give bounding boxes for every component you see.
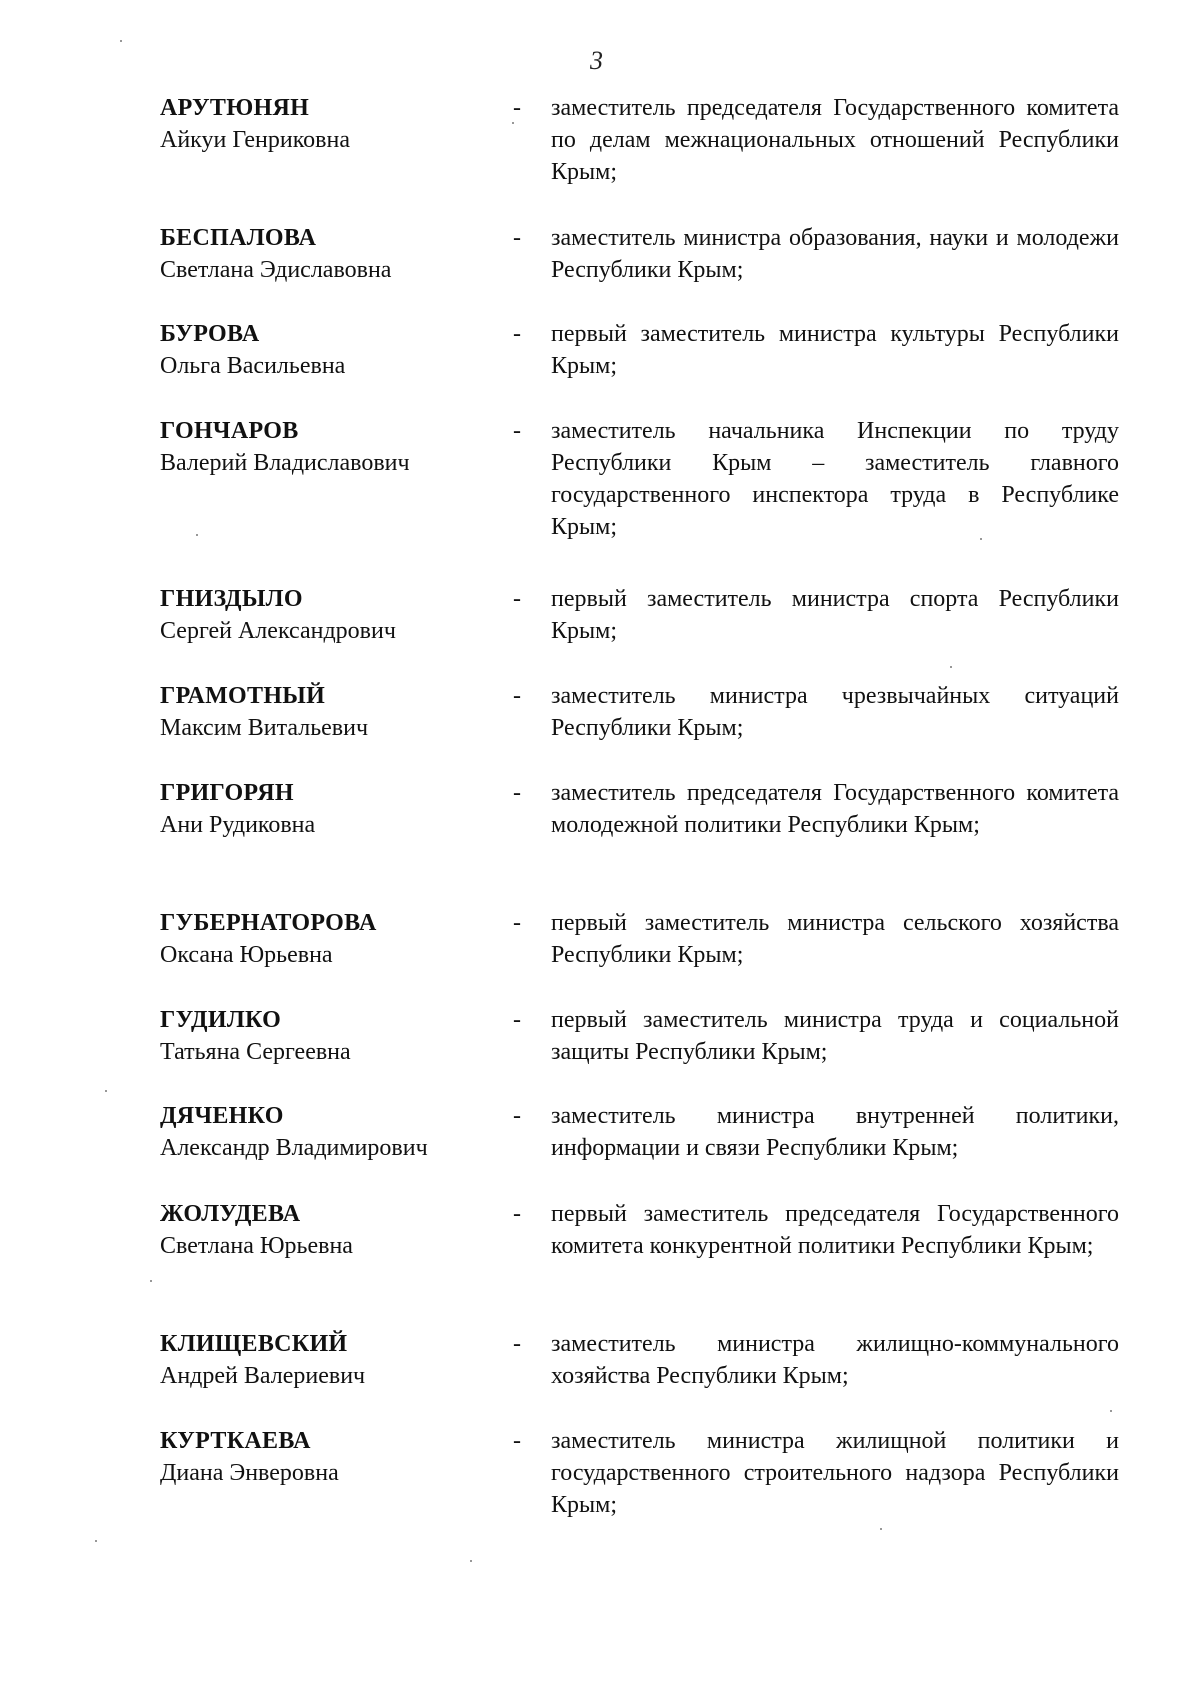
job-position: заместитель председателя Государственного комитета по делам межнациональных отношений Республики Крым; (551, 95, 1119, 185)
job-position: первый заместитель министра спорта Республики Крым; (551, 586, 1119, 644)
separator-dash: - (513, 1007, 521, 1033)
separator-dash: - (513, 683, 521, 709)
separator-dash: - (513, 1428, 521, 1454)
given-name: Татьяна Сергеевна (160, 1039, 351, 1065)
separator-dash: - (513, 225, 521, 251)
person-name (160, 1004, 490, 1068)
scan-speck (150, 1280, 152, 1282)
scan-speck (980, 538, 982, 540)
separator-dash: - (513, 910, 521, 936)
job-position: заместитель министра жилищно-коммунального хозяйства Республики Крым; (551, 1331, 1119, 1389)
person-name (160, 222, 490, 286)
surname: КУРТКАЕВА (160, 1428, 311, 1454)
person-name (160, 92, 490, 156)
separator-dash: - (513, 1103, 521, 1129)
given-name: Сергей Александрович (160, 618, 396, 644)
person-name (160, 583, 490, 647)
surname: БЕСПАЛОВА (160, 225, 317, 251)
scan-speck (120, 40, 122, 42)
surname: КЛИЩЕВСКИЙ (160, 1331, 348, 1357)
surname: БУРОВА (160, 321, 260, 347)
surname: ГНИЗДЫЛО (160, 586, 303, 612)
person-name (160, 1198, 490, 1262)
separator-dash: - (513, 95, 521, 121)
given-name: Айкуи Генриковна (160, 127, 350, 153)
job-position: первый заместитель министра культуры Республики Крым; (551, 321, 1119, 379)
given-name: Светлана Юрьевна (160, 1233, 353, 1259)
job-position: заместитель министра образования, науки и молодежи Республики Крым; (551, 225, 1119, 283)
job-position: заместитель председателя Государственного комитета молодежной политики Республики Крым; (551, 780, 1119, 838)
surname: ЖОЛУДЕВА (160, 1201, 301, 1227)
scan-speck (105, 1090, 107, 1092)
job-position: первый заместитель министра труда и социальной защиты Республики Крым; (551, 1007, 1119, 1065)
person-name (160, 318, 490, 382)
given-name: Ани Рудиковна (160, 812, 316, 838)
surname: ГРИГОРЯН (160, 780, 294, 806)
person-name (160, 680, 490, 744)
separator-dash: - (513, 321, 521, 347)
person-name (160, 1425, 490, 1489)
given-name: Диана Энверовна (160, 1460, 339, 1486)
job-position: заместитель министра чрезвычайных ситуаций Республики Крым; (551, 683, 1119, 741)
separator-dash: - (513, 780, 521, 806)
surname: ГРАМОТНЫЙ (160, 683, 326, 709)
separator-dash: - (513, 586, 521, 612)
scan-speck (196, 534, 198, 536)
surname: ГОНЧАРОВ (160, 418, 299, 444)
person-name (160, 1100, 490, 1164)
job-position: заместитель министра жилищной политики и государственного строительного надзора Республики Крым; (551, 1428, 1119, 1518)
job-position: заместитель начальника Инспекции по труду Республики Крым – заместитель главного государственного инспектора труда в Республике Крым; (551, 418, 1119, 540)
separator-dash: - (513, 418, 521, 444)
scan-speck (512, 122, 514, 124)
given-name: Валерий Владиславович (160, 450, 410, 476)
surname: ГУБЕРНАТОРОВА (160, 910, 377, 936)
page-number: 3 (590, 46, 603, 75)
person-name (160, 777, 490, 841)
person-name (160, 415, 490, 479)
surname: ДЯЧЕНКО (160, 1103, 284, 1129)
scan-speck (95, 1540, 97, 1542)
given-name: Александр Владимирович (160, 1135, 428, 1161)
scan-speck (470, 1560, 472, 1562)
given-name: Ольга Васильевна (160, 353, 346, 379)
separator-dash: - (513, 1331, 521, 1357)
surname: АРУТЮНЯН (160, 95, 310, 121)
given-name: Андрей Валериевич (160, 1363, 366, 1389)
job-position: заместитель министра внутренней политики, информации и связи Республики Крым; (551, 1103, 1119, 1161)
scan-speck (880, 1528, 882, 1530)
job-position: первый заместитель министра сельского хозяйства Республики Крым; (551, 910, 1119, 968)
scan-speck (1110, 1410, 1112, 1412)
surname: ГУДИЛКО (160, 1007, 282, 1033)
scan-speck (950, 666, 952, 668)
person-name (160, 1328, 490, 1392)
person-name (160, 907, 490, 971)
job-position: первый заместитель председателя Государственного комитета конкурентной политики Республики Крым; (551, 1201, 1119, 1259)
given-name: Светлана Эдиславовна (160, 257, 392, 283)
separator-dash: - (513, 1201, 521, 1227)
given-name: Максим Витальевич (160, 715, 369, 741)
given-name: Оксана Юрьевна (160, 942, 333, 968)
